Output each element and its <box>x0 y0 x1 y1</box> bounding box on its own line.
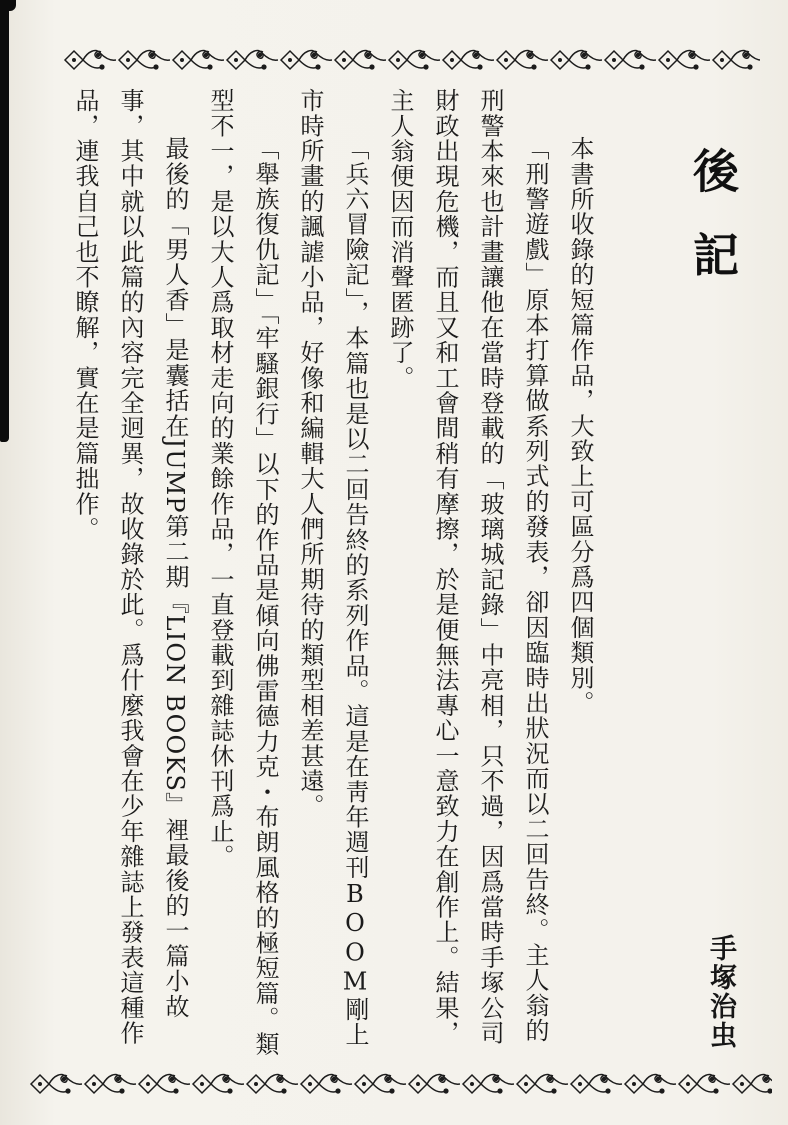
paragraph-1: 本書所收錄的短篇作品，大致上可區分爲四個類別。 <box>566 136 594 716</box>
scan-artifact-bar <box>0 0 9 442</box>
scan-artifact-corner <box>0 0 16 11</box>
paragraph-3-text: 「兵六冒險記」，本篇也是以二回告終的系列作品。這是在靑年週刊 <box>341 136 369 880</box>
paragraph-5: 最後的「男人香」是囊括在JUMP第二期『LION BOOKS』裡最後的一篇小故事，其中就以此篇的內容完全迥異，故收錄於此。爲什麼我會在少年雜誌上發表這種作品，連我自己也不瞭解，實在是篇拙作。 <box>71 88 189 1046</box>
paragraph-3 <box>287 88 377 1064</box>
paragraph-2: 「刑警遊戲」原本打算做系列式的發表，卻因臨時出狀況而以二回告終。主人翁的刑警本來也計畫讓他在當時登載的「玻璃城記錄」中亮相，只不過，因爲當時手塚公司財政出現危機，而且又和工會間稍有摩擦，於是便無法專心一意致力在創作上。結果，主人翁便因而消聲匿跡了。 <box>386 88 549 1046</box>
ornament-border-top <box>62 46 760 76</box>
page-title: 後記 <box>686 147 740 315</box>
boom-magazine-name: BOOM <box>341 880 369 997</box>
afterword-body <box>62 88 602 1064</box>
ornament-border-bottom <box>28 1070 772 1102</box>
paragraph-4: 「舉族復仇記」「牢騷銀行」以下的作品是傾向佛雷德力克・布朗風格的極短篇。類型不一，是以大人爲取材走向的業餘作品，一直登載到雜誌休刊爲止。 <box>206 88 279 1057</box>
paragraph-3-text-cont: 剛上市時所畫的諷謔小品，好像和編輯大人們所期待的類型相差甚遠。 <box>296 88 369 1048</box>
author-name: 手塚治虫 <box>705 934 736 1050</box>
